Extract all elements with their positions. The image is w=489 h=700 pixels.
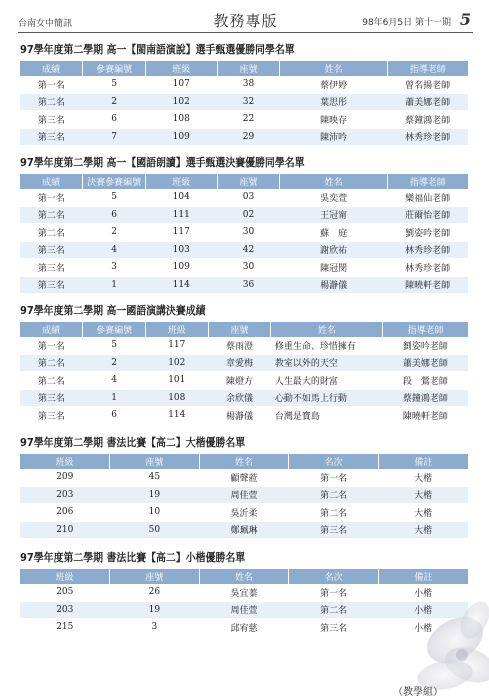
table-row	[20, 241, 468, 259]
table-cell: 陳沛吟	[280, 128, 388, 146]
table-cell: 欒福仙老師	[387, 189, 468, 206]
table-cell: 顧聲蒞	[199, 469, 289, 486]
table-cell: 劉姿吟老師	[387, 224, 468, 242]
table-cell: 大楷	[378, 486, 468, 504]
table-cell: 19	[110, 486, 200, 504]
table-cell: 6	[83, 206, 146, 224]
table-cell: 第二名	[20, 93, 83, 111]
table-cell: 大楷	[378, 469, 468, 486]
issue-date: 98年6月5日 第十一期	[362, 18, 451, 28]
table-header-row	[20, 322, 468, 337]
table-cell: 蕭美娜老師	[387, 93, 468, 111]
table-cell: 10	[110, 504, 200, 522]
column-header: 班級	[145, 174, 217, 189]
table-cell: 王冠甯	[280, 206, 388, 224]
table-cell: 楊瀞儀	[208, 407, 271, 425]
table-cell: 大楷	[378, 521, 468, 539]
column-header: 班級	[20, 454, 110, 469]
section-title: 97學年度第二學期 高一【國語朗讀】選手甄選決賽優勝同學名單	[20, 156, 305, 169]
table-row	[20, 354, 468, 372]
table-cell: 小楷	[378, 601, 468, 619]
table-header-row	[20, 61, 468, 76]
table-cell: 2	[83, 354, 146, 372]
table-cell: 30	[217, 259, 280, 277]
table-row	[20, 521, 468, 539]
section-mandarin-reading	[20, 155, 468, 294]
table-cell: 102	[145, 354, 208, 372]
section-title: 97學年度第二學期 書法比賽【高二】大楷優勝名單	[20, 436, 246, 449]
table-cell: 第一名	[20, 76, 83, 93]
table-cell: 03	[217, 189, 280, 206]
table-cell: 22	[217, 111, 280, 129]
table-cell: 1	[83, 389, 146, 407]
table-row	[20, 128, 468, 146]
table-cell: 鄭珮琳	[199, 521, 289, 539]
table-row	[20, 504, 468, 522]
table-cell: 第一名	[20, 337, 83, 354]
table-row	[20, 276, 468, 294]
column-header: 成績	[20, 174, 83, 189]
column-header: 座號	[217, 61, 280, 76]
table-cell: 109	[145, 259, 217, 277]
column-header: 指導老師	[387, 174, 468, 189]
table-cell: 215	[20, 619, 110, 637]
results-table	[20, 174, 468, 294]
table-cell: 108	[145, 389, 208, 407]
table-row	[20, 93, 468, 111]
table-cell: 段 鶯老師	[383, 372, 468, 390]
column-header: 姓名	[271, 322, 383, 337]
results-table	[20, 322, 468, 425]
column-header: 決賽參賽編號	[83, 174, 146, 189]
column-header: 指導老師	[387, 61, 468, 76]
newspaper-name: 台南女中簡訊	[18, 19, 73, 29]
table-cell: 103	[145, 241, 217, 259]
table-cell: 第三名	[20, 389, 83, 407]
table-cell: 2	[83, 224, 146, 242]
table-header-row	[20, 174, 468, 189]
table-row	[20, 259, 468, 277]
table-cell: 第一名	[289, 469, 379, 486]
section-calligraphy-large	[20, 435, 468, 539]
table-cell: 小楷	[378, 619, 468, 637]
table-row	[20, 224, 468, 242]
table-cell: 第二名	[20, 224, 83, 242]
table-cell: 2	[83, 93, 146, 111]
table-cell: 38	[217, 76, 280, 93]
table-cell: 117	[145, 337, 208, 354]
table-cell: 101	[145, 372, 208, 390]
table-cell: 第二名	[20, 206, 83, 224]
table-cell: 第三名	[20, 111, 83, 129]
table-cell: 小楷	[378, 584, 468, 601]
section-mandarin-speech	[20, 303, 468, 425]
column-header: 成績	[20, 322, 83, 337]
table-cell: 第三名	[289, 619, 379, 637]
table-cell: 莊爾怡老師	[387, 206, 468, 224]
table-cell: 42	[217, 241, 280, 259]
table-cell: 117	[145, 224, 217, 242]
table-row	[20, 206, 468, 224]
header-rule	[18, 32, 473, 33]
column-header: 班級	[145, 61, 217, 76]
table-cell: 36	[217, 276, 280, 294]
table-row	[20, 389, 468, 407]
table-cell: 第一名	[289, 584, 379, 601]
table-cell: 109	[145, 128, 217, 146]
table-cell: 111	[145, 206, 217, 224]
section-minnan-speech	[20, 42, 468, 146]
table-cell: 第二名	[289, 486, 379, 504]
results-table	[20, 61, 468, 146]
table-cell: 蔡雨澄	[208, 337, 271, 354]
column-header: 指導老師	[383, 322, 468, 337]
table-cell: 大楷	[378, 504, 468, 522]
table-row	[20, 189, 468, 206]
table-cell: 02	[217, 206, 280, 224]
table-cell: 3	[83, 259, 146, 277]
table-cell: 林秀珍老師	[387, 259, 468, 277]
table-cell: 陳曉軒老師	[383, 407, 468, 425]
table-cell: 6	[83, 407, 146, 425]
table-cell: 林秀珍老師	[387, 128, 468, 146]
table-cell: 4	[83, 372, 146, 390]
column-header: 班級	[145, 322, 208, 337]
table-cell: 邱宥慈	[199, 619, 289, 637]
page-number: 5	[459, 10, 471, 29]
table-cell: 蕭美娜老師	[383, 354, 468, 372]
table-cell: 第二名	[289, 601, 379, 619]
table-cell: 教室以外的天空	[271, 354, 383, 372]
table-cell: 3	[110, 619, 200, 637]
table-header-row	[20, 454, 468, 469]
table-cell: 206	[20, 504, 110, 522]
table-cell: 114	[145, 276, 217, 294]
table-cell: 第三名	[289, 521, 379, 539]
table-cell: 203	[20, 601, 110, 619]
table-cell: 第一名	[20, 189, 83, 206]
table-row	[20, 486, 468, 504]
column-header: 座號	[110, 454, 200, 469]
table-row	[20, 372, 468, 390]
flower-decoration-icon	[400, 580, 489, 700]
table-cell: 周佳萱	[199, 486, 289, 504]
column-header: 姓名	[280, 61, 388, 76]
table-cell: 1	[83, 276, 146, 294]
table-cell: 葉思彤	[280, 93, 388, 111]
table-cell: 謝欣祐	[280, 241, 388, 259]
table-cell: 陳冠閔	[280, 259, 388, 277]
table-cell: 第三名	[20, 259, 83, 277]
table-cell: 修重生命、珍惜擁有	[271, 337, 383, 354]
table-cell: 心動不如馬上行動	[271, 389, 383, 407]
table-cell: 104	[145, 189, 217, 206]
table-cell: 吳奕萱	[280, 189, 388, 206]
column-header: 備註	[378, 569, 468, 584]
table-cell: 6	[83, 111, 146, 129]
table-cell: 7	[83, 128, 146, 146]
table-cell: 114	[145, 407, 208, 425]
table-cell: 26	[110, 584, 200, 601]
section-title: 97學年度第二學期 高一國語演講決賽成績	[20, 304, 206, 317]
table-row	[20, 76, 468, 93]
section-heading: 教務專版	[213, 12, 278, 30]
column-header: 名次	[289, 454, 379, 469]
table-cell: 劉姿吟老師	[383, 337, 468, 354]
table-cell: 人生最大的財富	[271, 372, 383, 390]
table-cell: 30	[217, 224, 280, 242]
column-header: 座號	[208, 322, 271, 337]
table-cell: 50	[110, 521, 200, 539]
column-header: 備註	[378, 454, 468, 469]
table-cell: 余欣儀	[208, 389, 271, 407]
table-row	[20, 337, 468, 354]
column-header: 姓名	[199, 569, 289, 584]
table-cell: 5	[83, 189, 146, 206]
table-cell: 蘇 庭	[280, 224, 388, 242]
table-cell: 第三名	[20, 276, 83, 294]
table-cell: 107	[145, 76, 217, 93]
table-cell: 19	[110, 601, 200, 619]
table-cell: 5	[83, 337, 146, 354]
column-header: 名次	[289, 569, 379, 584]
table-cell: 吳宜蓁	[199, 584, 289, 601]
table-cell: 第二名	[20, 372, 83, 390]
table-cell: 第三名	[20, 128, 83, 146]
table-cell: 第三名	[20, 241, 83, 259]
table-cell: 209	[20, 469, 110, 486]
table-row	[20, 469, 468, 486]
column-header: 姓名	[280, 174, 388, 189]
table-cell: 蔡伊婷	[280, 76, 388, 93]
table-row	[20, 407, 468, 425]
table-cell: 210	[20, 521, 110, 539]
page-header	[18, 8, 473, 36]
results-table	[20, 454, 468, 539]
table-cell: 第二名	[20, 354, 83, 372]
table-cell: 45	[110, 469, 200, 486]
table-cell: 蔡鐘鴻老師	[387, 111, 468, 129]
column-header: 參賽編號	[83, 61, 146, 76]
table-cell: 32	[217, 93, 280, 111]
section-title: 97學年度第二學期 書法比賽【高二】小楷優勝名單	[20, 551, 246, 564]
table-row	[20, 111, 468, 129]
table-cell: 林秀珍老師	[387, 241, 468, 259]
table-cell: 楊瀞儀	[280, 276, 388, 294]
column-header: 班級	[20, 569, 110, 584]
table-cell: 29	[217, 128, 280, 146]
table-cell: 5	[83, 76, 146, 93]
column-header: 姓名	[199, 454, 289, 469]
table-cell: 第三名	[20, 407, 83, 425]
table-cell: 章愛梅	[208, 354, 271, 372]
table-cell: 108	[145, 111, 217, 129]
author-signature: （教學組）	[393, 687, 443, 698]
table-cell: 102	[145, 93, 217, 111]
table-cell: 陳曉軒老師	[387, 276, 468, 294]
column-header: 座號	[217, 174, 280, 189]
table-cell: 曾名揚老師	[387, 76, 468, 93]
table-cell: 周佳萱	[199, 601, 289, 619]
table-cell: 吳沂柔	[199, 504, 289, 522]
table-cell: 陳燈方	[208, 372, 271, 390]
table-cell: 蔡鐘鴻老師	[383, 389, 468, 407]
column-header: 成績	[20, 61, 83, 76]
table-cell: 4	[83, 241, 146, 259]
column-header: 參賽編號	[83, 322, 146, 337]
section-title: 97學年度第二學期 高一【閩南語演說】選手甄選優勝同學名單	[20, 43, 295, 56]
table-cell: 陳映存	[280, 111, 388, 129]
table-cell: 203	[20, 486, 110, 504]
column-header: 座號	[110, 569, 200, 584]
table-cell: 第二名	[289, 504, 379, 522]
table-cell: 205	[20, 584, 110, 601]
table-cell: 台灣是寶島	[271, 407, 383, 425]
